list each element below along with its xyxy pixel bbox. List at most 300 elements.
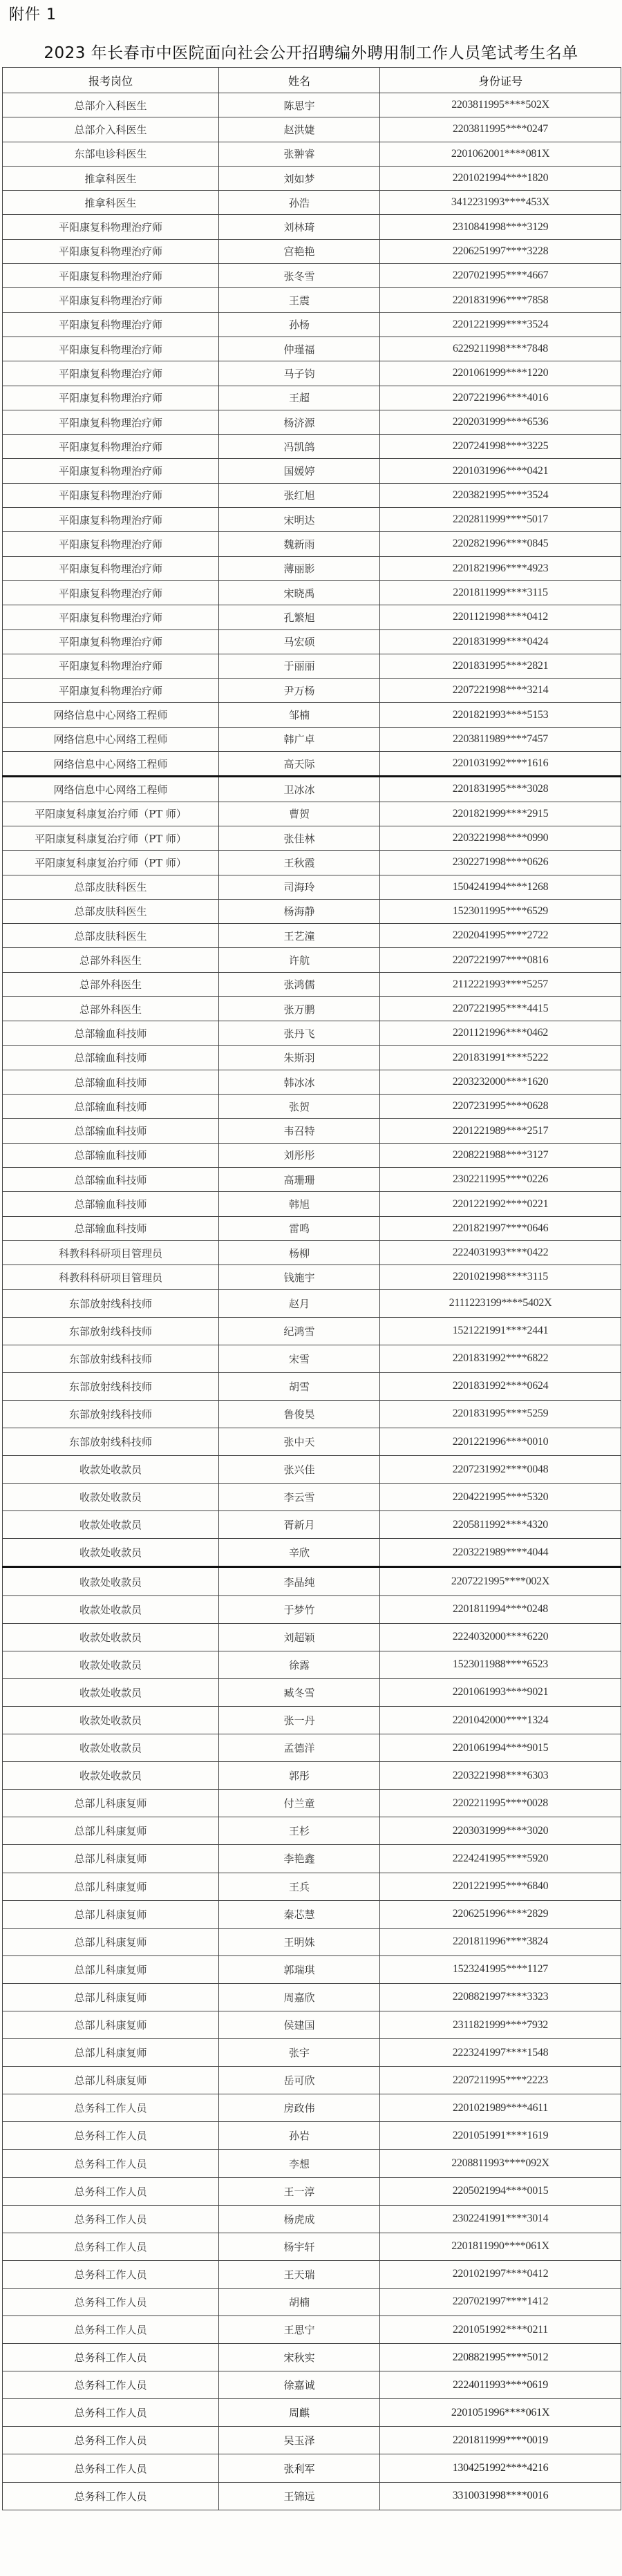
cell-name: 张一丹	[219, 1706, 380, 1734]
cell-position: 总部皮肤科医生	[3, 924, 219, 948]
table-row	[3, 1143, 621, 1167]
cell-id-number: 2201831999****0424	[380, 629, 621, 654]
cell-position: 总部皮肤科医生	[3, 899, 219, 923]
cell-position: 平阳康复科物理治疗师	[3, 410, 219, 434]
cell-id-number: 2201831996****7858	[380, 288, 621, 312]
cell-id-number: 2201021989****4611	[380, 2094, 621, 2122]
cell-name: 韦召特	[219, 1119, 380, 1143]
cell-id-number: 2201021994****1820	[380, 166, 621, 190]
table-row	[3, 1539, 621, 1567]
cell-id-number: 2302271998****0626	[380, 851, 621, 875]
cell-id-number: 2201031992****1616	[380, 752, 621, 777]
table-row	[3, 1289, 621, 1317]
cell-id-number: 3310031998****0016	[380, 2482, 621, 2510]
cell-id-number: 2207221995****002X	[380, 1567, 621, 1595]
cell-position: 总部皮肤科医生	[3, 875, 219, 899]
table-row	[3, 826, 621, 850]
table-row	[3, 1845, 621, 1873]
cell-name: 高天际	[219, 752, 380, 777]
cell-id-number: 2207021997****1412	[380, 2288, 621, 2315]
cell-position: 东部放射线科技师	[3, 1400, 219, 1428]
cell-position: 收款处收款员	[3, 1734, 219, 1762]
header-position: 报考岗位	[3, 68, 219, 93]
cell-position: 平阳康复科康复治疗师（PT 师）	[3, 802, 219, 826]
table-row	[3, 2288, 621, 2315]
cell-id-number: 2208821995****5012	[380, 2344, 621, 2371]
cell-position: 平阳康复科物理治疗师	[3, 532, 219, 556]
cell-name: 秦芯慧	[219, 1900, 380, 1928]
table-row	[3, 1021, 621, 1045]
cell-name: 刘超颖	[219, 1623, 380, 1651]
cell-position: 平阳康复科物理治疗师	[3, 386, 219, 410]
cell-id-number: 2224241995****5920	[380, 1845, 621, 1873]
cell-name: 许航	[219, 948, 380, 972]
table-header-row	[3, 68, 621, 93]
cell-id-number: 2201821997****0646	[380, 1216, 621, 1240]
attachment-label: 附件 1	[9, 6, 57, 23]
cell-id-number: 2208811993****092X	[380, 2150, 621, 2177]
cell-position: 总部输血科技师	[3, 1119, 219, 1143]
table-row	[3, 166, 621, 190]
table-row	[3, 1567, 621, 1595]
table-row	[3, 875, 621, 899]
table-row	[3, 2344, 621, 2371]
cell-name: 曹贺	[219, 802, 380, 826]
cell-name: 徐露	[219, 1651, 380, 1678]
cell-id-number: 2203811989****7457	[380, 727, 621, 751]
cell-id-number: 2201221996****0010	[380, 1428, 621, 1456]
cell-name: 张翀睿	[219, 142, 380, 166]
table-row	[3, 703, 621, 727]
table-row	[3, 1873, 621, 1900]
cell-id-number: 2204221995****5320	[380, 1484, 621, 1511]
table-row	[3, 802, 621, 826]
table-row	[3, 948, 621, 972]
cell-position: 总部输血科技师	[3, 1216, 219, 1240]
cell-position: 平阳康复科康复治疗师（PT 师）	[3, 851, 219, 875]
cell-name: 张利军	[219, 2454, 380, 2482]
cell-id-number: 2207241998****3225	[380, 435, 621, 459]
table-row	[3, 532, 621, 556]
table-row	[3, 1428, 621, 1456]
cell-name: 郭瑞琪	[219, 1955, 380, 1983]
cell-position: 总务科工作人员	[3, 2205, 219, 2233]
cell-position: 收款处收款员	[3, 1762, 219, 1790]
cell-position: 总务科工作人员	[3, 2316, 219, 2344]
cell-position: 总部儿科康复师	[3, 2039, 219, 2067]
cell-name: 钱施宇	[219, 1265, 380, 1289]
cell-id-number: 2207231995****0628	[380, 1095, 621, 1119]
table-row	[3, 1265, 621, 1289]
table-row	[3, 386, 621, 410]
table-row	[3, 2260, 621, 2288]
cell-name: 张红旭	[219, 483, 380, 507]
cell-name: 于梦竹	[219, 1595, 380, 1623]
cell-name: 李晶纯	[219, 1567, 380, 1595]
cell-id-number: 2201831995****3028	[380, 777, 621, 802]
cell-id-number: 2201831992****6822	[380, 1345, 621, 1372]
cell-id-number: 2201021997****0412	[380, 2260, 621, 2288]
cell-name: 冯凯鸽	[219, 435, 380, 459]
table-row	[3, 2150, 621, 2177]
cell-id-number: 2201811999****3115	[380, 580, 621, 605]
cell-position: 总部外科医生	[3, 948, 219, 972]
cell-position: 收款处收款员	[3, 1484, 219, 1511]
cell-name: 邹楠	[219, 703, 380, 727]
table-row	[3, 629, 621, 654]
cell-name: 孔繁旭	[219, 605, 380, 629]
cell-name: 胡雪	[219, 1372, 380, 1400]
cell-id-number: 2201061994****9015	[380, 1734, 621, 1762]
cell-id-number: 1504241994****1268	[380, 875, 621, 899]
cell-position: 东部放射线科技师	[3, 1317, 219, 1345]
table-row	[3, 1651, 621, 1678]
cell-position: 总部外科医生	[3, 972, 219, 996]
cell-id-number: 2201031996****0421	[380, 459, 621, 483]
cell-id-number: 2224032000****6220	[380, 1623, 621, 1651]
cell-name: 侯建国	[219, 2011, 380, 2038]
cell-position: 总务科工作人员	[3, 2260, 219, 2288]
cell-id-number: 1523011995****6529	[380, 899, 621, 923]
table-row	[3, 1734, 621, 1762]
cell-name: 宋明达	[219, 508, 380, 532]
cell-id-number: 3412231993****453X	[380, 191, 621, 215]
table-row	[3, 851, 621, 875]
cell-id-number: 2201811994****0248	[380, 1595, 621, 1623]
cell-position: 总务科工作人员	[3, 2122, 219, 2150]
cell-name: 徐嘉诚	[219, 2371, 380, 2399]
cell-id-number: 6229211998****7848	[380, 337, 621, 361]
table-row	[3, 972, 621, 996]
cell-position: 总部儿科康复师	[3, 1983, 219, 2011]
cell-position: 总部儿科康复师	[3, 1900, 219, 1928]
cell-position: 总务科工作人员	[3, 2233, 219, 2260]
cell-name: 薄丽影	[219, 556, 380, 580]
cell-name: 王超	[219, 386, 380, 410]
table-row	[3, 1595, 621, 1623]
table-row	[3, 1168, 621, 1192]
cell-position: 总务科工作人员	[3, 2371, 219, 2399]
cell-position: 平阳康复科物理治疗师	[3, 459, 219, 483]
cell-name: 纪鸿雪	[219, 1317, 380, 1345]
table-row	[3, 1928, 621, 1955]
cell-name: 高珊珊	[219, 1168, 380, 1192]
cell-position: 平阳康复科物理治疗师	[3, 288, 219, 312]
cell-name: 王震	[219, 288, 380, 312]
table-row	[3, 459, 621, 483]
cell-position: 东部电诊科医生	[3, 142, 219, 166]
cell-name: 王杉	[219, 1817, 380, 1845]
cell-id-number: 2203232000****1620	[380, 1070, 621, 1094]
cell-name: 王兵	[219, 1873, 380, 1900]
table-row	[3, 1983, 621, 2011]
table-row	[3, 1706, 621, 1734]
cell-name: 周麒	[219, 2399, 380, 2427]
cell-name: 韩冰冰	[219, 1070, 380, 1094]
cell-name: 张鸿儒	[219, 972, 380, 996]
cell-position: 总务科工作人员	[3, 2288, 219, 2315]
cell-name: 宋雪	[219, 1345, 380, 1372]
table-row	[3, 1216, 621, 1240]
cell-name: 杨宇轩	[219, 2233, 380, 2260]
cell-name: 李云雪	[219, 1484, 380, 1511]
table-row	[3, 1400, 621, 1428]
cell-name: 胡楠	[219, 2288, 380, 2315]
cell-name: 张宇	[219, 2039, 380, 2067]
cell-name: 司海玲	[219, 875, 380, 899]
cell-name: 张兴佳	[219, 1456, 380, 1484]
cell-position: 网络信息中心网络工程师	[3, 752, 219, 777]
table-row	[3, 1095, 621, 1119]
table-row	[3, 2039, 621, 2067]
cell-id-number: 2207221998****3214	[380, 679, 621, 703]
cell-position: 网络信息中心网络工程师	[3, 727, 219, 751]
cell-position: 收款处收款员	[3, 1539, 219, 1567]
cell-name: 房政伟	[219, 2094, 380, 2122]
cell-name: 韩广卓	[219, 727, 380, 751]
cell-name: 宋秋实	[219, 2344, 380, 2371]
cell-position: 平阳康复科物理治疗师	[3, 215, 219, 239]
cell-name: 周嘉欣	[219, 1983, 380, 2011]
cell-position: 总部输血科技师	[3, 1045, 219, 1070]
cell-position: 收款处收款员	[3, 1456, 219, 1484]
table-row	[3, 1119, 621, 1143]
cell-position: 总务科工作人员	[3, 2454, 219, 2482]
table-row	[3, 2454, 621, 2482]
table-row	[3, 1045, 621, 1070]
cell-position: 东部放射线科技师	[3, 1345, 219, 1372]
cell-name: 杨济源	[219, 410, 380, 434]
cell-id-number: 2201062001****081X	[380, 142, 621, 166]
table-row	[3, 2122, 621, 2150]
table-row	[3, 1192, 621, 1216]
cell-name: 韩旭	[219, 1192, 380, 1216]
cell-name: 吴玉泽	[219, 2427, 380, 2454]
table-row	[3, 288, 621, 312]
cell-id-number: 2201061993****9021	[380, 1678, 621, 1706]
cell-name: 国媛婷	[219, 459, 380, 483]
cell-position: 平阳康复科物理治疗师	[3, 556, 219, 580]
table-row	[3, 2399, 621, 2427]
cell-name: 张佳林	[219, 826, 380, 850]
table-row	[3, 2371, 621, 2399]
cell-position: 平阳康复科物理治疗师	[3, 508, 219, 532]
cell-id-number: 2207211995****2223	[380, 2067, 621, 2094]
cell-id-number: 2206251996****2829	[380, 1900, 621, 1928]
cell-name: 孟德洋	[219, 1734, 380, 1762]
table-row	[3, 2482, 621, 2510]
cell-name: 赵月	[219, 1289, 380, 1317]
cell-position: 平阳康复科物理治疗师	[3, 629, 219, 654]
cell-name: 宫艳艳	[219, 239, 380, 263]
cell-position: 平阳康复科康复治疗师（PT 师）	[3, 826, 219, 850]
cell-position: 推拿科医生	[3, 191, 219, 215]
cell-id-number: 2201042000****1324	[380, 1706, 621, 1734]
cell-id-number: 2111223199****5402X	[380, 1289, 621, 1317]
cell-id-number: 2203221998****6303	[380, 1762, 621, 1790]
table-row	[3, 1511, 621, 1539]
cell-name: 岳可欣	[219, 2067, 380, 2094]
table-row	[3, 483, 621, 507]
table-row	[3, 996, 621, 1021]
cell-position: 平阳康复科物理治疗师	[3, 264, 219, 288]
cell-id-number: 2201221995****6840	[380, 1873, 621, 1900]
cell-id-number: 2207021995****4667	[380, 264, 621, 288]
table-row	[3, 752, 621, 777]
cell-id-number: 2205021994****0015	[380, 2177, 621, 2205]
cell-position: 收款处收款员	[3, 1511, 219, 1539]
cell-name: 于丽丽	[219, 654, 380, 678]
cell-id-number: 2203811995****0247	[380, 117, 621, 142]
table-row	[3, 1900, 621, 1928]
cell-id-number: 2201051992****0211	[380, 2316, 621, 2344]
cell-position: 网络信息中心网络工程师	[3, 777, 219, 802]
cell-name: 孙浩	[219, 191, 380, 215]
cell-position: 总务科工作人员	[3, 2482, 219, 2510]
cell-name: 尹万杨	[219, 679, 380, 703]
cell-position: 总部外科医生	[3, 996, 219, 1021]
cell-position: 东部放射线科技师	[3, 1289, 219, 1317]
cell-id-number: 2201121996****0462	[380, 1021, 621, 1045]
table-row	[3, 1240, 621, 1265]
cell-name: 鲁俊昊	[219, 1400, 380, 1428]
cell-position: 总务科工作人员	[3, 2427, 219, 2454]
table-row	[3, 2011, 621, 2038]
cell-position: 总部儿科康复师	[3, 1790, 219, 1817]
cell-name: 王明姝	[219, 1928, 380, 1955]
cell-name: 马宏硕	[219, 629, 380, 654]
table-row	[3, 142, 621, 166]
cell-position: 总部儿科康复师	[3, 1955, 219, 1983]
cell-id-number: 2223241997****1548	[380, 2039, 621, 2067]
cell-position: 平阳康复科物理治疗师	[3, 239, 219, 263]
cell-position: 收款处收款员	[3, 1595, 219, 1623]
cell-id-number: 2201811999****0019	[380, 2427, 621, 2454]
cell-name: 雷鸣	[219, 1216, 380, 1240]
table-row	[3, 117, 621, 142]
table-row	[3, 1955, 621, 1983]
cell-id-number: 2201831991****5222	[380, 1045, 621, 1070]
cell-position: 总务科工作人员	[3, 2094, 219, 2122]
cell-name: 仲瑾福	[219, 337, 380, 361]
cell-name: 魏新雨	[219, 532, 380, 556]
cell-id-number: 2201821993****5153	[380, 703, 621, 727]
cell-position: 总部儿科康复师	[3, 1873, 219, 1900]
cell-position: 收款处收款员	[3, 1706, 219, 1734]
cell-position: 平阳康复科物理治疗师	[3, 435, 219, 459]
cell-position: 收款处收款员	[3, 1678, 219, 1706]
table-row	[3, 435, 621, 459]
cell-name: 王思宁	[219, 2316, 380, 2344]
cell-name: 朱斯羽	[219, 1045, 380, 1070]
cell-position: 平阳康复科物理治疗师	[3, 312, 219, 337]
table-row	[3, 508, 621, 532]
cell-id-number: 2201221992****0221	[380, 1192, 621, 1216]
cell-id-number: 2201811996****3824	[380, 1928, 621, 1955]
cell-id-number: 2205811992****4320	[380, 1511, 621, 1539]
table-row	[3, 727, 621, 751]
cell-id-number: 2206251997****3228	[380, 239, 621, 263]
cell-name: 刘如梦	[219, 166, 380, 190]
cell-position: 东部放射线科技师	[3, 1428, 219, 1456]
cell-id-number: 2201811990****061X	[380, 2233, 621, 2260]
cell-name: 王锦远	[219, 2482, 380, 2510]
cell-name: 孙杨	[219, 312, 380, 337]
cell-position: 总部儿科康复师	[3, 2011, 219, 2038]
cell-name: 王一淳	[219, 2177, 380, 2205]
cell-id-number: 2201051991****1619	[380, 2122, 621, 2150]
cell-position: 平阳康复科物理治疗师	[3, 580, 219, 605]
cell-id-number: 2207221995****4415	[380, 996, 621, 1021]
cell-position: 科教科科研项目管理员	[3, 1240, 219, 1265]
cell-name: 张万鹏	[219, 996, 380, 1021]
cell-id-number: 2203221998****0990	[380, 826, 621, 850]
table-row	[3, 215, 621, 239]
cell-id-number: 2208821997****3323	[380, 1983, 621, 2011]
cell-position: 总部介入科医生	[3, 117, 219, 142]
cell-name: 马子钧	[219, 361, 380, 386]
cell-name: 李艳鑫	[219, 1845, 380, 1873]
cell-position: 推拿科医生	[3, 166, 219, 190]
cell-id-number: 2224031993****0422	[380, 1240, 621, 1265]
cell-id-number: 2202211995****0028	[380, 1790, 621, 1817]
cell-position: 总务科工作人员	[3, 2177, 219, 2205]
cell-position: 平阳康复科物理治疗师	[3, 605, 219, 629]
cell-id-number: 2207231992****0048	[380, 1456, 621, 1484]
cell-name: 付兰童	[219, 1790, 380, 1817]
table-row	[3, 312, 621, 337]
cell-id-number: 2201821996****4923	[380, 556, 621, 580]
cell-id-number: 2203821995****3524	[380, 483, 621, 507]
table-row	[3, 605, 621, 629]
cell-id-number: 2310841998****3129	[380, 215, 621, 239]
table-row	[3, 1762, 621, 1790]
cell-id-number: 2203811995****502X	[380, 93, 621, 117]
cell-position: 收款处收款员	[3, 1651, 219, 1678]
cell-name: 王天瑞	[219, 2260, 380, 2288]
table-row	[3, 1678, 621, 1706]
cell-name: 张冬雪	[219, 264, 380, 288]
table-row	[3, 899, 621, 923]
cell-position: 总部儿科康复师	[3, 1928, 219, 1955]
cell-position: 平阳康复科物理治疗师	[3, 483, 219, 507]
cell-id-number: 2302241991****3014	[380, 2205, 621, 2233]
cell-position: 总务科工作人员	[3, 2399, 219, 2427]
cell-name: 张丹飞	[219, 1021, 380, 1045]
cell-id-number: 1304251992****4216	[380, 2454, 621, 2482]
cell-id-number: 2202811999****5017	[380, 508, 621, 532]
cell-id-number: 2311821999****7932	[380, 2011, 621, 2038]
cell-position: 收款处收款员	[3, 1623, 219, 1651]
table-row	[3, 556, 621, 580]
table-row	[3, 2067, 621, 2094]
cell-name: 宋晓禹	[219, 580, 380, 605]
cell-name: 臧冬雪	[219, 1678, 380, 1706]
cell-name: 王秋霞	[219, 851, 380, 875]
cell-id-number: 2302211995****0226	[380, 1168, 621, 1192]
cell-position: 总部输血科技师	[3, 1168, 219, 1192]
cell-name: 陈思宇	[219, 93, 380, 117]
cell-id-number: 2202821996****0845	[380, 532, 621, 556]
cell-id-number: 2224011993****0619	[380, 2371, 621, 2399]
cell-id-number: 2201061999****1220	[380, 361, 621, 386]
cell-id-number: 2207221997****0816	[380, 948, 621, 972]
cell-id-number: 2201221999****3524	[380, 312, 621, 337]
cell-id-number: 2208221988****3127	[380, 1143, 621, 1167]
cell-position: 平阳康复科物理治疗师	[3, 361, 219, 386]
cell-position: 网络信息中心网络工程师	[3, 703, 219, 727]
cell-position: 总部儿科康复师	[3, 2067, 219, 2094]
